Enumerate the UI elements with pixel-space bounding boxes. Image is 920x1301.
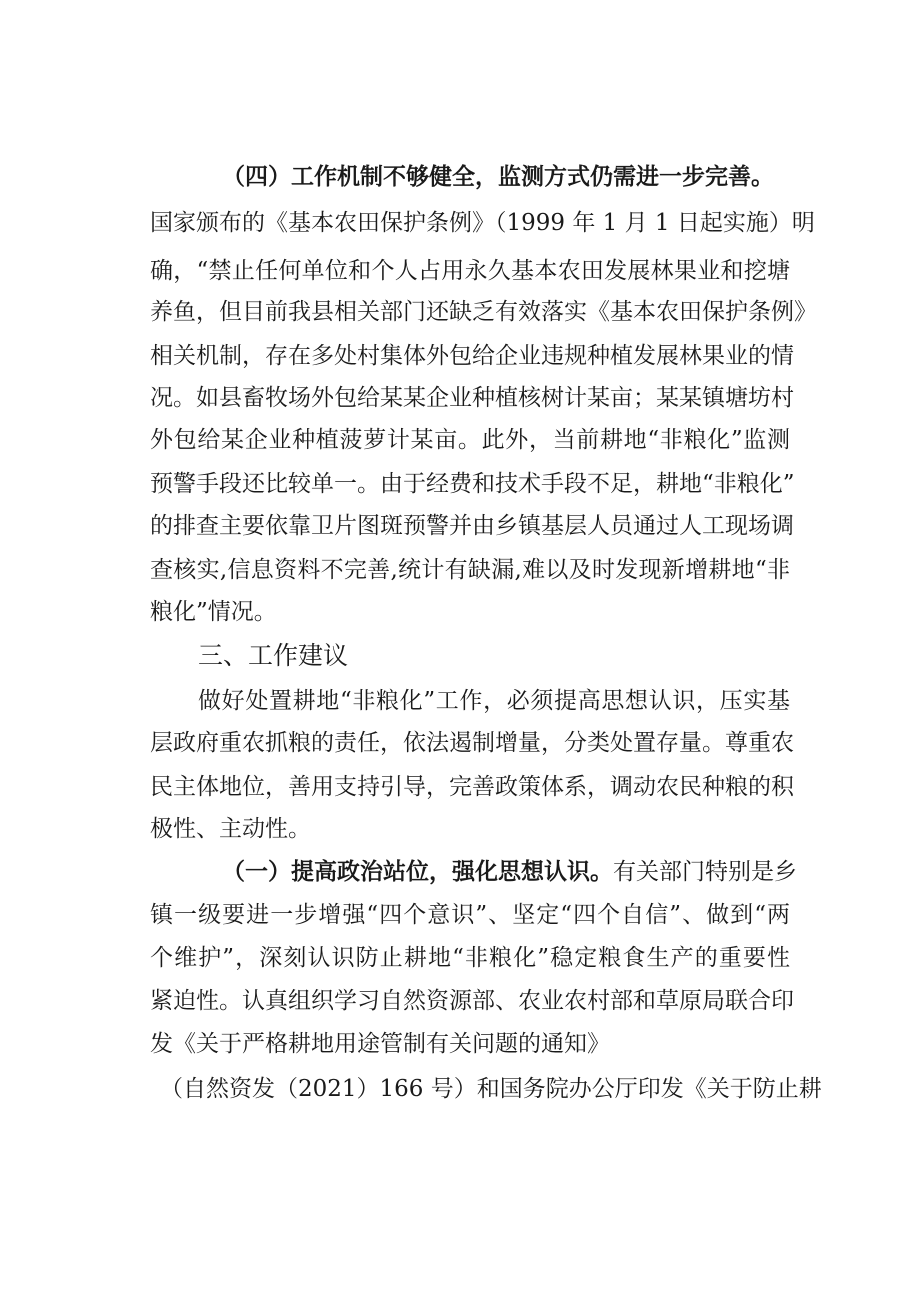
- paragraph-line: 层政府重农抓粮的责任，依法遏制增量，分类处置存量。尊重农: [150, 730, 794, 756]
- paragraph-line: 况。如县畜牧场外包给某某企业种植核树计某亩；某某镇塘坊村: [150, 385, 794, 411]
- subsection-1-first-line-rest: 有关部门特别是乡: [613, 859, 797, 885]
- paragraph-line: 极性、主动性。: [150, 816, 311, 842]
- section-4-heading: （四）工作机制不够健全，监测方式仍需进一步完善。: [222, 163, 774, 190]
- paragraph-line: 紧迫性。认真组织学习自然资源部、农业农村部和草原局联合印: [150, 988, 794, 1014]
- paragraph-line: 民主体地位，善用支持引导，完善政策体系，调动农民种粮的积: [150, 774, 794, 800]
- paragraph-line: 发《关于严格耕地用途管制有关问题的通知》: [150, 1031, 610, 1057]
- paragraph-line: 相关机制，存在多处村集体外包给企业违规种植发展林果业的情: [150, 343, 794, 369]
- subsection-1-heading: （一）提高政治站位，强化思想认识。: [222, 858, 613, 885]
- paragraph-line: 预警手段还比较单一。由于经费和技术手段不足，耕地“非粮化”: [150, 471, 795, 497]
- section-three-title: 三、工作建议: [198, 641, 349, 670]
- subsection-1-first-line: [222, 857, 797, 887]
- paragraph-line: 个维护”，深刻认识防止耕地“非粮化”稳定粮食生产的重要性: [150, 945, 790, 971]
- paragraph-line: 养鱼，但目前我县相关部门还缺乏有效落实《基本农田保护条例》: [150, 299, 817, 325]
- paragraph-line: 确，“禁止任何单位和个人占用永久基本农田发展林果业和挖塘: [150, 258, 790, 284]
- paragraph-line: 国家颁布的《基本农田保护条例》（1999 年 1 月 1 日起实施）明: [150, 210, 815, 236]
- paragraph-line-tail: （自然资发（2021）166 号）和国务院办公厅印发《关于防止耕: [160, 1076, 822, 1102]
- paragraph-line: 粮化”情况。: [150, 599, 277, 625]
- paragraph-line: 查核实,信息资料不完善,统计有缺漏,难以及时发现新增耕地“非: [150, 557, 790, 583]
- paragraph-line: 外包给某企业种植菠萝计某亩。此外，当前耕地“非粮化”监测: [150, 427, 790, 453]
- paragraph-line: 镇一级要进一步增强“四个意识”、坚定“四个自信”、做到“两: [150, 902, 790, 928]
- paragraph-line: 做好处置耕地“非粮化”工作，必须提高思想认识，压实基: [198, 688, 790, 714]
- paragraph-line: 的排查主要依靠卫片图斑预警并由乡镇基层人员通过人工现场调: [150, 513, 794, 539]
